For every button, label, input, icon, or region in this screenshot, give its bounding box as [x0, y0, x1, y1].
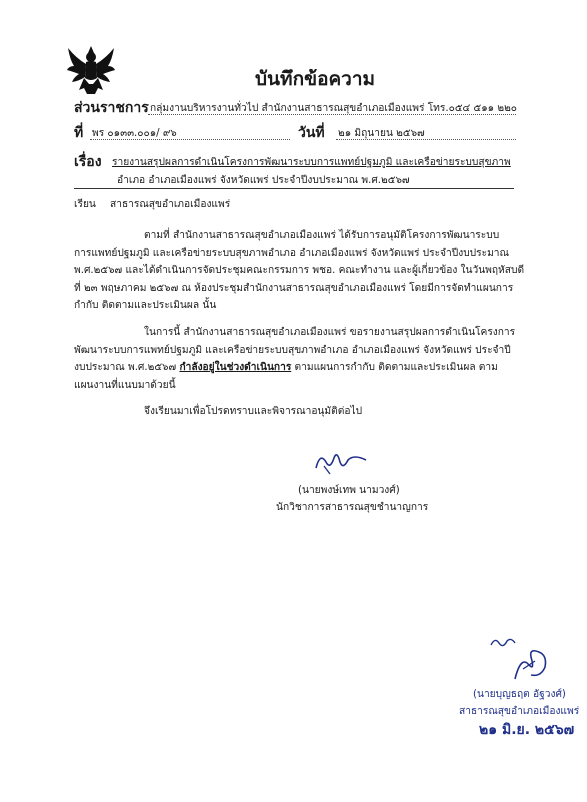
date-label: วันที่ — [298, 125, 325, 141]
subject-line-1: รายงานสรุปผลการดำเนินโครงการพัฒนาระบบการแพทย์ปฐมภูมิ และเครือข่ายระบบสุขภาพ — [112, 157, 511, 168]
paragraph-2-line: ในการนี้ สำนักงานสาธารณสุขอำเภอเมืองแพร่ ขอรายงานสรุปผลการดำเนินโครงการ — [144, 327, 516, 338]
signatory-2-position: สาธารณสุขอำเภอเมืองแพร่ — [459, 706, 580, 717]
agency-value: กลุ่มงานบริหารงานทั่วไป สำนักงานสาธารณสุขอำเภอเมืองแพร่ โทร.๐๕๔ ๕๑๑ ๒๒๐ — [150, 103, 518, 114]
paragraph-2-line: พัฒนาระบบการแพทย์ปฐมภูมิ และเครือข่ายระบบสุขภาพอำเภอ อำเภอเมืองแพร่ จังหวัดแพร่ ประจำปี — [74, 344, 511, 356]
paragraph-2 — [74, 324, 515, 394]
signature-2-icon — [485, 635, 555, 683]
signature-1-icon — [310, 448, 370, 476]
paragraph-2-suffix: ตามแผนการกำกับ ติดตามและประเมินผล ตาม — [291, 362, 498, 373]
paragraph-1-line: ตามที่ สำนักงานสาธารณสุขอำเภอเมืองแพร่ ได้รับการอนุมัติโครงการพัฒนาระบบ — [144, 230, 500, 241]
memo-title: บันทึกข้อความ — [255, 68, 376, 90]
paragraph-2-line — [74, 359, 515, 377]
subject-label: เรื่อง — [74, 154, 102, 170]
paragraph-2-line: แผนงานที่แนบมาด้วยนี้ — [74, 379, 176, 391]
paragraph-1 — [74, 227, 524, 315]
paragraph-1-line: การแพทย์ปฐมภูมิ และเครือข่ายระบบสุขภาพอำเภอ อำเภอเมืองแพร่ จังหวัดแพร่ ประจำปีงบประมาณ — [74, 247, 509, 259]
header-divider — [74, 188, 514, 189]
paragraph-1-line: พ.ศ.๒๕๖๗ และได้ดำเนินการจัดประชุมคณะกรรมการ พชอ. คณะทำงาน และผู้เกี่ยวข้อง ในวันพฤหัสบดี — [74, 265, 525, 276]
status-emphasis: กำลังอยู่ในช่วงดำเนินการ — [179, 362, 292, 373]
salutation-value: สาธารณสุขอำเภอเมืองแพร่ — [110, 199, 231, 210]
garuda-emblem-icon — [66, 44, 116, 96]
signatory-1-position: นักวิชาการสาธารณสุขชำนาญการ — [276, 502, 429, 513]
date-dotline — [336, 139, 516, 140]
agency-dotline — [148, 114, 516, 115]
ref-dotline — [90, 139, 290, 140]
salutation-label: เรียน — [74, 199, 96, 210]
subject-line-2: อำเภอ อำเภอเมืองแพร่ จังหวัดแพร่ ประจำปีงบประมาณ พ.ศ.๒๕๖๗ — [117, 175, 410, 186]
agency-label: ส่วนราชการ — [74, 100, 149, 116]
signatory-2-date: ๒๑ มิ.ย. ๒๕๖๗ — [479, 722, 575, 738]
paragraph-2-prefix: งบประมาณ พ.ศ.๒๕๖๗ — [74, 362, 180, 373]
paragraph-1-line: กำกับ ติดตามและประเมินผล นั้น — [74, 300, 217, 311]
signatory-1-name: (นายพงษ์เทพ นามวงศ์) — [298, 485, 400, 496]
date-value: ๒๑ มิถุนายน ๒๕๖๗ — [338, 128, 425, 139]
closing-text: จึงเรียนมาเพื่อโปรดทราบและพิจารณาอนุมัติต่อไป — [144, 406, 363, 417]
ref-label: ที่ — [74, 125, 84, 141]
ref-value: พร ๐๑๓๓.๐๐๑/ ๙๖ — [92, 128, 177, 139]
paragraph-1-line: ที่ ๒๓ พฤษภาคม ๒๕๖๗ ณ ห้องประชุมสำนักงานสาธารณสุขอำเภอเมืองแพร่ โดยมีการจัดทำแผนการ — [74, 282, 514, 294]
signatory-2-name: (นายบุญธฤต อัฐวงศ์) — [473, 689, 566, 700]
